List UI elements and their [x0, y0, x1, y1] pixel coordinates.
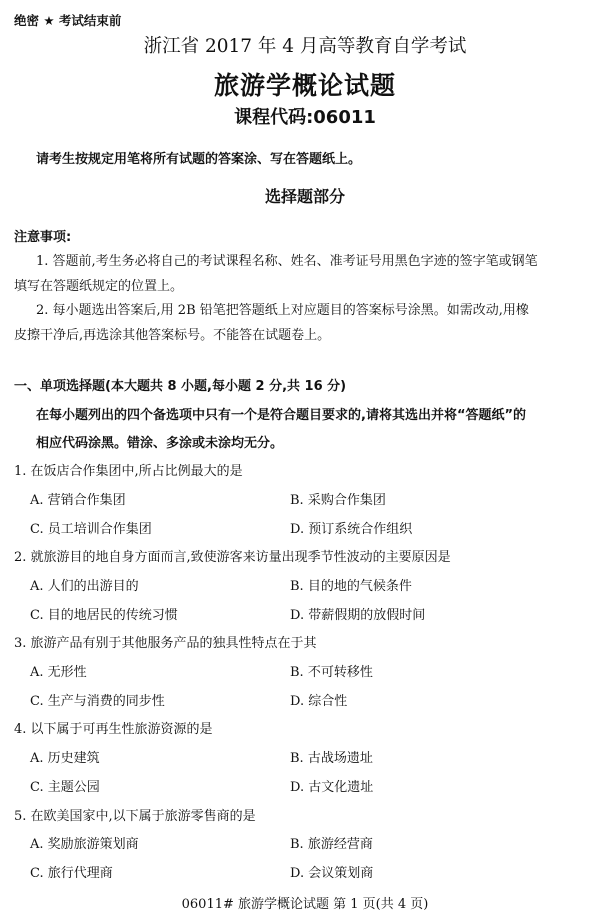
section-1-desc-line-2: 相应代码涂黑。错涂、多涂或未涂均无分。 — [36, 436, 284, 451]
question-3-stem: 3. 旅游产品有别于其他服务产品的独具性特点在于其 — [14, 636, 317, 651]
notes-heading: 注意事项: — [14, 230, 72, 245]
question-4-option-b: B. 古战场遗址 — [290, 751, 373, 766]
question-5-stem: 5. 在欧美国家中,以下属于旅游零售商的是 — [14, 809, 256, 824]
answer-instruction: 请考生按规定用笔将所有试题的答案涂、写在答题纸上。 — [36, 152, 362, 167]
question-1-option-b: B. 采购合作集团 — [290, 493, 386, 508]
question-3-option-b: B. 不可转移性 — [290, 665, 373, 680]
question-2-stem: 2. 就旅游目的地自身方面而言,致使游客来访量出现季节性波动的主要原因是 — [14, 550, 451, 565]
note-2-line-2: 皮擦干净后,再选涂其他答案标号。不能答在试题卷上。 — [14, 328, 331, 343]
question-1-option-c: C. 员工培训合作集团 — [30, 522, 152, 537]
course-code: 课程代码:06011 — [234, 107, 376, 128]
question-1-option-d: D. 预订系统合作组织 — [290, 522, 413, 537]
question-3-option-c: C. 生产与消费的同步性 — [30, 694, 165, 709]
question-4-option-a: A. 历史建筑 — [30, 751, 100, 766]
question-1-option-a: A. 营销合作集团 — [30, 493, 126, 508]
question-5-option-b: B. 旅游经营商 — [290, 837, 373, 852]
note-1-line-2: 填写在答题纸规定的位置上。 — [14, 279, 184, 294]
question-2-option-a: A. 人们的出游目的 — [30, 579, 139, 594]
question-2-option-c: C. 目的地居民的传统习惯 — [30, 608, 178, 623]
section-1-title: 一、单项选择题(本大题共 8 小题,每小题 2 分,共 16 分) — [14, 379, 347, 394]
note-1-line-1: 1. 答题前,考生务必将自己的考试课程名称、姓名、准考证号用黑色字迹的签字笔或钢笔 — [36, 254, 538, 269]
question-5-option-d: D. 会议策划商 — [290, 866, 374, 881]
question-5-option-c: C. 旅行代理商 — [30, 866, 113, 881]
question-3-option-a: A. 无形性 — [30, 665, 87, 680]
question-4-stem: 4. 以下属于可再生性旅游资源的是 — [14, 722, 213, 737]
subject-title: 旅游学概论试题 — [213, 71, 396, 100]
exam-title: 浙江省 2017 年 4 月高等教育自学考试 — [143, 36, 467, 57]
part-title: 选择题部分 — [264, 187, 345, 206]
question-4-option-d: D. 古文化遗址 — [290, 780, 374, 795]
question-5-option-a: A. 奖励旅游策划商 — [30, 837, 139, 852]
question-4-option-c: C. 主题公园 — [30, 780, 100, 795]
question-3-option-d: D. 综合性 — [290, 694, 348, 709]
section-1-desc-line-1: 在每小题列出的四个备选项中只有一个是符合题目要求的,请将其选出并将“答题纸”的 — [36, 408, 527, 423]
question-2-option-d: D. 带薪假期的放假时间 — [290, 608, 426, 623]
page-footer: 06011# 旅游学概论试题 第 1 页(共 4 页) — [181, 897, 429, 912]
note-2-line-1: 2. 每小题选出答案后,用 2B 铅笔把答题纸上对应题目的答案标号涂黑。如需改动,用橡 — [36, 303, 529, 318]
question-2-option-b: B. 目的地的气候条件 — [290, 579, 412, 594]
confidential-mark: 绝密 ★ 考试结束前 — [14, 13, 122, 28]
question-1-stem: 1. 在饭店合作集团中,所占比例最大的是 — [14, 464, 243, 479]
